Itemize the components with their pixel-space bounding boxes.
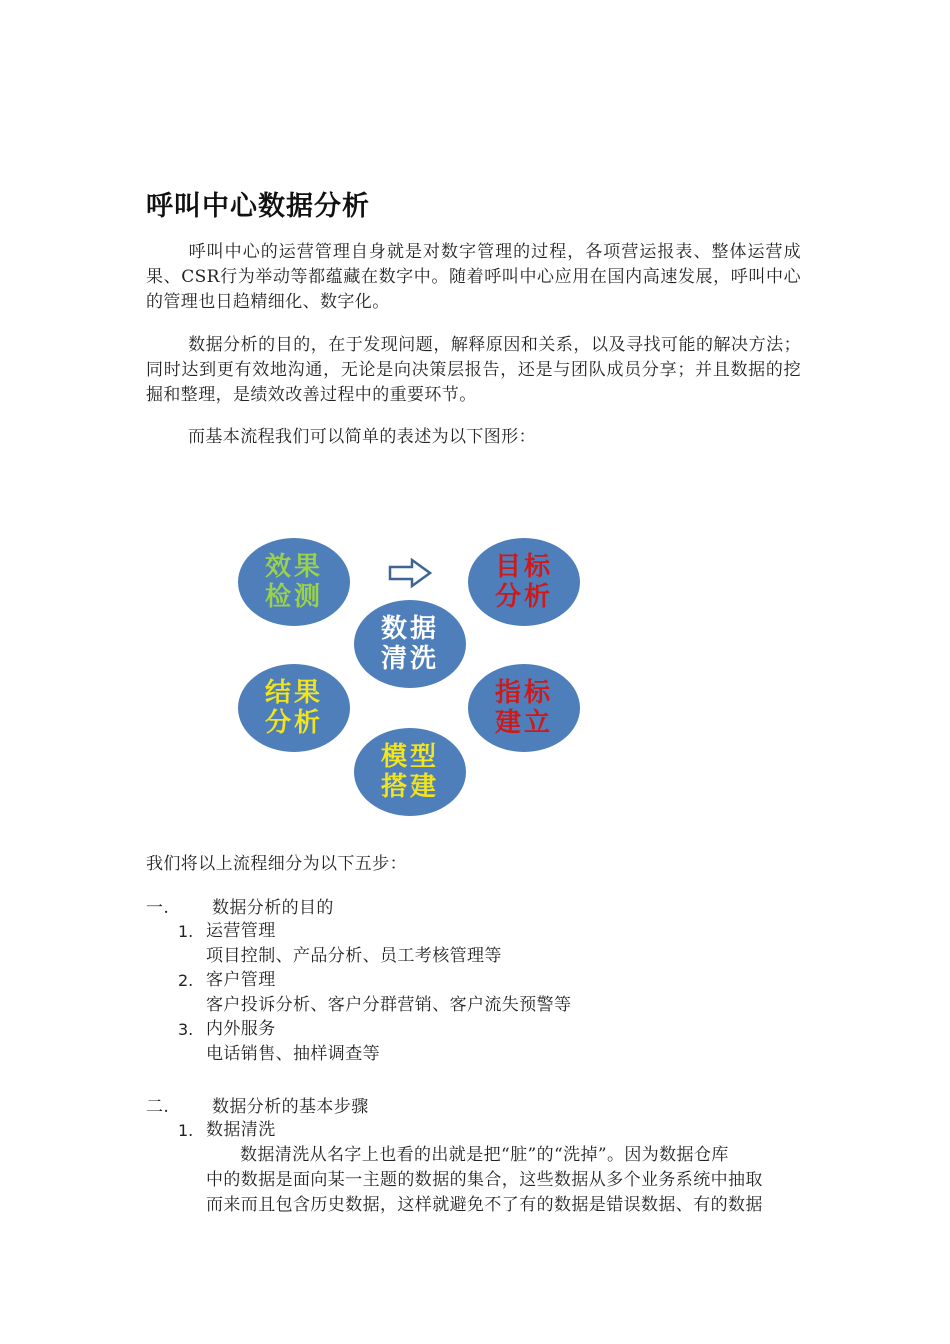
list-item-detail: 客户投诉分析、客户分群营销、客户流失预警等 — [206, 995, 572, 1015]
circle-effect-check: 效果 检测 — [238, 538, 350, 626]
body-line: 而来而且包含历史数据，这样就避免不了有的数据是错误数据、有的数据 — [206, 1195, 763, 1215]
section2-heading: 数据分析的基本步骤 — [212, 1097, 369, 1117]
section1-marker: 一. — [146, 898, 170, 918]
list-item-label: 内外服务 — [206, 1019, 276, 1039]
list-item-number: 1. — [178, 922, 194, 941]
body-line: 中的数据是面向某一主题的数据的集合，这些数据从多个业务系统中抽取 — [206, 1170, 763, 1190]
section1-heading: 数据分析的目的 — [212, 898, 334, 918]
circle-data-cleaning: 数据 清洗 — [354, 600, 466, 688]
circle-result-analysis: 结果 分析 — [238, 664, 350, 752]
circle-model-build: 模型 搭建 — [354, 728, 466, 816]
list-item-label: 运营管理 — [206, 921, 276, 941]
body-line: 数据清洗从名字上也看的出就是把“脏”的“洗掉”。因为数据仓库 — [240, 1145, 729, 1165]
paragraph-flow: 而基本流程我们可以简单的表述为以下图形： — [188, 427, 536, 447]
process-diagram — [236, 530, 586, 820]
page-title: 呼叫中心数据分析 — [146, 191, 370, 222]
paragraph-intro: 呼叫中心的运营管理自身就是对数字管理的过程，各项营运报表、整体运营成果、CSR行为举动等都蕴藏在数字中。随着呼叫中心应用在国内高速发展，呼叫中心的管理也日趋精细化、数字化。 — [146, 242, 801, 312]
list-item-number: 2. — [178, 971, 194, 990]
list-item-detail: 电话销售、抽样调查等 — [206, 1044, 380, 1064]
list-item-number: 3. — [178, 1020, 194, 1039]
right-arrow-outline-icon — [388, 558, 432, 588]
list-item-number: 1. — [178, 1121, 194, 1140]
section2-marker: 二. — [146, 1097, 170, 1117]
list-item-detail: 项目控制、产品分析、员工考核管理等 — [206, 946, 502, 966]
steps-intro: 我们将以上流程细分为以下五步： — [146, 854, 407, 874]
list-item-label: 数据清洗 — [206, 1120, 276, 1140]
circle-target-analysis: 目标 分析 — [468, 538, 580, 626]
list-item-label: 客户管理 — [206, 970, 276, 990]
paragraph-purpose: 数据分析的目的，在于发现问题，解释原因和关系，以及寻找可能的解决方法；同时达到更有效地沟通，无论是向决策层报告，还是与团队成员分享；并且数据的挖掘和整理，是绩效改善过程中的重要环节。 — [146, 335, 801, 405]
circle-index-build: 指标 建立 — [468, 664, 580, 752]
